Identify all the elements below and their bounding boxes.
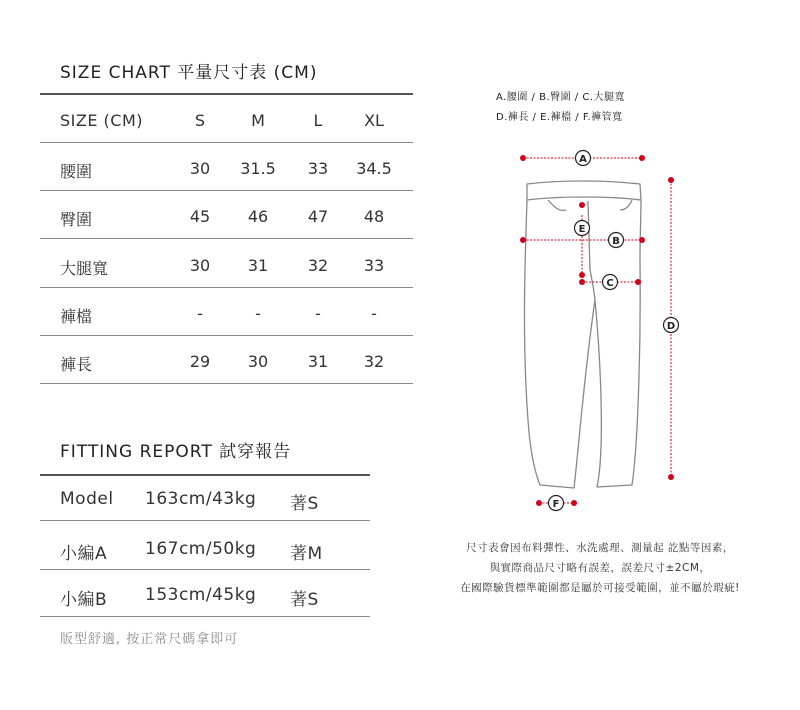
cell-value: 33 <box>363 256 385 275</box>
marker-a <box>576 151 591 166</box>
cell-value: 29 <box>189 352 211 371</box>
cell-value: 30 <box>189 256 211 275</box>
cell-value: 45 <box>189 207 211 226</box>
svg-text:D: D <box>666 321 676 332</box>
svg-text:E: E <box>578 224 586 235</box>
size-chart-title: SIZE CHART 平量尺寸表 (CM) <box>60 63 318 83</box>
fitting-body: 167cm/50kg <box>145 539 257 559</box>
fitting-body: 153cm/45kg <box>145 585 257 605</box>
fitting-name: Model <box>60 489 114 509</box>
cell-value: - <box>315 304 321 323</box>
fitting-name: 小編B <box>60 590 108 610</box>
cell-value: 47 <box>307 207 329 226</box>
cell-value: 31.5 <box>240 159 276 178</box>
fitting-size: 著S <box>290 494 319 514</box>
fitting-size: 著S <box>290 590 319 610</box>
row-label: 腰圍 <box>60 162 93 181</box>
fitting-body: 163cm/43kg <box>145 489 257 509</box>
dot <box>668 474 674 480</box>
note-line-1: 尺寸表會因布料彈性、水洗處理、測量起 訖點等因素， <box>466 542 734 554</box>
row-label: 褲長 <box>60 355 93 374</box>
dot <box>520 155 526 161</box>
cell-value: 31 <box>307 352 329 371</box>
svg-text:F: F <box>552 499 560 510</box>
cell-value: 31 <box>247 256 269 275</box>
header-size-s: S <box>194 111 206 130</box>
marker-d <box>664 318 679 333</box>
header-size-l: L <box>313 111 323 130</box>
cell-value: - <box>371 304 377 323</box>
dot <box>579 272 585 278</box>
cell-value: 46 <box>247 207 269 226</box>
header-size-xl: XL <box>364 111 384 130</box>
cell-value: 30 <box>189 159 211 178</box>
row-label: 臀圍 <box>60 210 93 229</box>
dot <box>639 155 645 161</box>
fitting-size: 著M <box>290 544 323 564</box>
fit-footnote: 版型舒適, 按正常尺碼拿即可 <box>60 632 239 647</box>
cell-value: 30 <box>247 352 269 371</box>
waistband <box>527 181 641 200</box>
svg-text:C: C <box>606 278 614 289</box>
svg-text:B: B <box>612 236 620 247</box>
pants-body <box>524 200 641 488</box>
dot <box>536 500 542 506</box>
dot <box>635 279 641 285</box>
fitting-name: 小編A <box>60 544 108 564</box>
marker-c <box>603 275 618 290</box>
svg-text:A: A <box>579 154 587 165</box>
dot <box>639 237 645 243</box>
cell-value: 32 <box>363 352 385 371</box>
note-line-2: 與實際商品尺寸略有誤差，誤差尺寸±2CM， <box>489 562 711 574</box>
cell-value: 32 <box>307 256 329 275</box>
legend-line-1: A.腰圍 / B.臀圍 / C.大腿寬 <box>496 92 625 103</box>
cell-value: 33 <box>307 159 329 178</box>
right-pocket <box>620 200 632 210</box>
note-line-3: 在國際驗貨標準範圍都是屬於可接受範圍，並不屬於瑕疵! <box>460 582 740 594</box>
header-size-m: M <box>251 111 265 130</box>
marker-e <box>575 221 590 236</box>
dot <box>579 202 585 208</box>
row-label: 褲檔 <box>60 307 93 326</box>
row-label: 大腿寬 <box>60 259 109 278</box>
cell-value: - <box>255 304 261 323</box>
legend-line-2: D.褲長 / E.褲檔 / F.褲管寬 <box>496 112 623 123</box>
dot <box>520 237 526 243</box>
cell-value: 48 <box>363 207 385 226</box>
dot <box>571 500 577 506</box>
cell-value: - <box>197 304 203 323</box>
dot <box>579 279 585 285</box>
cell-value: 34.5 <box>356 159 392 178</box>
marker-f <box>549 496 564 511</box>
fly-seam <box>588 201 595 300</box>
measurement-note <box>420 538 780 598</box>
marker-b <box>609 233 624 248</box>
header-size-label: SIZE (CM) <box>60 111 143 130</box>
fitting-report-title: FITTING REPORT 試穿報告 <box>60 442 292 462</box>
dot <box>668 177 674 183</box>
left-pocket <box>548 200 566 211</box>
